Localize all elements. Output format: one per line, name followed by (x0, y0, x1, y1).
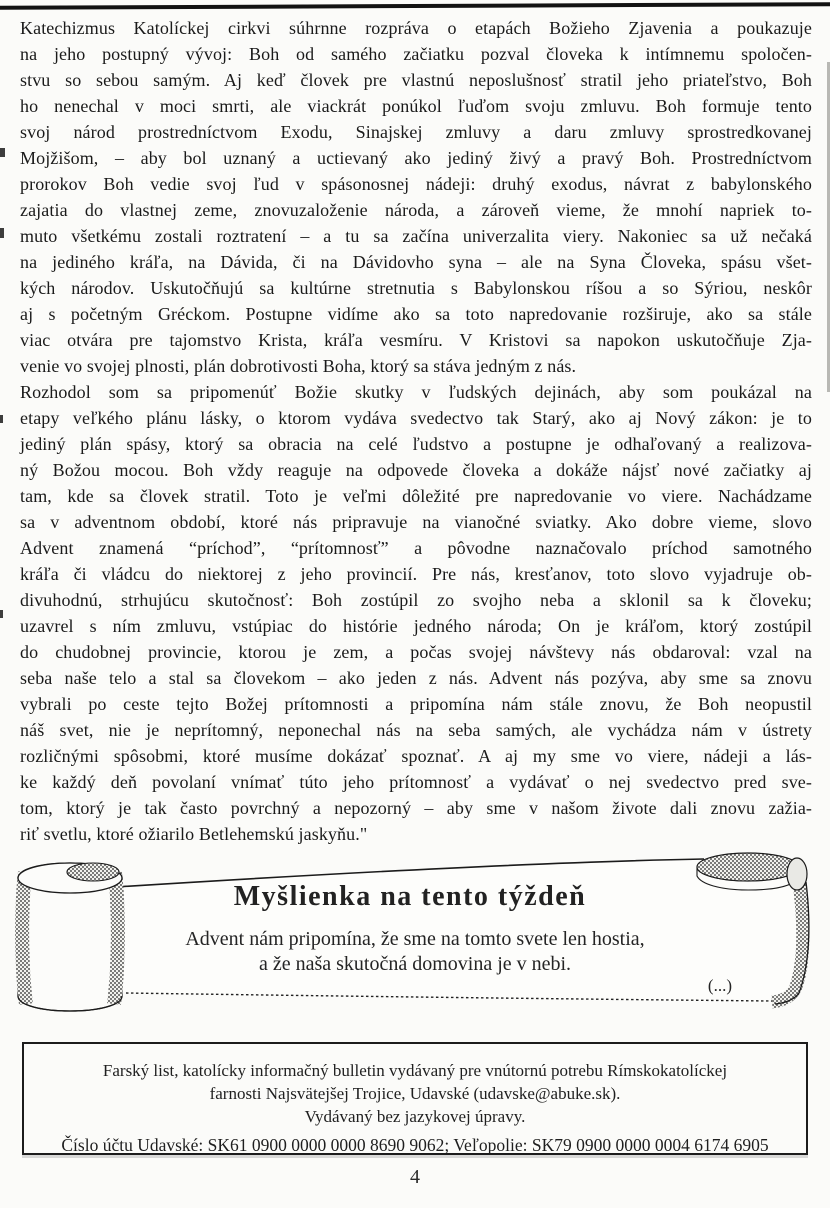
banner-title: Myšlienka na tento týždeň (233, 881, 587, 912)
paragraph-catechism (20, 15, 812, 379)
scan-artifact (0, 148, 5, 157)
text-line: rozličnými spôsobmi, ktoré musíme dokázať spoznať. A aj my sme vo viere, nádeji a lás- (20, 746, 812, 766)
text-line: na jeho postupný vývoj: Boh od samého začiatku pozval človeka k intímnemu spoločen- (20, 44, 812, 64)
scan-top-edge-line (0, 2, 830, 10)
imprint-line-2: farnosti Najsvätejšej Trojice, Udavské (udavske@abuke.sk). (209, 1084, 621, 1103)
text-line: riť svetlu, ktoré ožiarilo Betlehemskú jaskyňu." (20, 824, 368, 844)
text-line: uzavrel s ním zmluvu, vstúpiac do histórie jedného národa; On je kráľom, ktorý zostúpil (20, 616, 812, 636)
text-line: viac otvára pre tajomstvo Krista, kráľa vesmíru. V Kristovi sa napokon uskutočňuje Zja- (20, 330, 812, 350)
text-line: ho nenechal v moci smrti, ale viackrát ponúkol ľuďom svoju zmluvu. Boh formuje tento (20, 96, 812, 116)
text-line: náš svet, nie je neprítomný, neponechal nás na seba samých, ale vychádza nám v ústrety (20, 720, 812, 740)
scan-artifact (0, 415, 3, 423)
text-line: Mojžišom, – aby bol uznaný a uctievaný ako jediný živý a pravý Boh. Prostredníctvom (20, 148, 812, 168)
article-text (20, 15, 812, 847)
text-line: seba naše telo a stal sa človekom – ako jeden z nás. Advent nás pozýva, aby sme sa znovu (20, 668, 812, 688)
text-line: Advent znamená “príchod”, “prítomnosť” a pôvodne naznačovalo príchod samotného (20, 538, 812, 558)
text-line: jediný plán spásy, ktorý sa obracia na celé ľudstvo a postupne je odhaľovaný a realizova- (20, 434, 812, 454)
text-line: venie vo svojej plnosti, plán dobrotivosti Boha, ktorý sa stáva jedným z nás. (20, 356, 577, 376)
text-line: vybrali po ceste tejto Božej prítomnosti a pripomína nám stále znovu, že Boh neopustil (20, 694, 812, 714)
text-line: svoj národ prostredníctvom Exodu, Sinajskej zmluvy a daru zmluvy sprostredkovanej (20, 122, 812, 142)
banner-quote-line2: a že naša skutočná domovina je v nebi. (258, 953, 572, 975)
text-line: etapy veľkého plánu lásky, o ktorom vydáva svedectvo tak Starý, ako aj Nový zákon: je to (20, 408, 812, 428)
text-line: ný Božou mocou. Boh vždy reaguje na odpovede človeka a dokáže nájsť nové začiatky aj (20, 460, 812, 480)
imprint-account-numbers: Číslo účtu Udavské: SK61 0900 0000 0000 8690 9062; Veľopolie: SK79 0900 0000 0004 6174 6905 (61, 1135, 769, 1155)
text-line: na jediného kráľa, na Dávida, či na Dávidovho syna – ale na Syna Človeka, spásu všet- (20, 252, 812, 272)
imprint-line-3: Vydávaný bez jazykovej úpravy. (304, 1107, 526, 1126)
text-line: tam, kde sa človek stratil. Toto je veľmi dôležité pre napredovanie vo viere. Nachádzame (20, 486, 812, 506)
scan-artifact (0, 228, 4, 238)
text-line: ke každý deň povolaní vnímať túto jeho prítomnosť a vydávať o nej svedectvo pred sve- (20, 772, 812, 792)
text-line: kráľa či vládcu do niektorej z jeho provincií. Pre nás, kresťanov, toto slovo vyjadruje ob- (20, 564, 812, 584)
imprint-line-1: Farský list, katolícky informačný bulletin vydávaný pre vnútornú potrebu Rímskokatolíckej (102, 1061, 728, 1080)
text-line: prorokov Boh vedie svoj ľud v spásonosnej nádeji: druhý exodus, návrat z babylonského (20, 174, 812, 194)
text-line: tom, ktorý je tak často povrchný a nepozorný – aby sme v našom živote dali znovu zažia- (20, 798, 812, 818)
text-line: kých národov. Uskutočňujú sa kultúrne stretnutia s Babylonskou ríšou a so Sýriou, neskôr (20, 278, 812, 298)
text-line: stvu so sebou samým. Aj keď človek pre vlastnú neposlušnosť stratil jeho priateľstvo, Boh (20, 70, 812, 90)
banner-quote-line1: Advent nám pripomína, že sme na tomto svete len hostia, (185, 928, 645, 950)
text-line: muto všetkému zostali roztratení – a tu sa začína univerzalita viery. Nakoniec sa už nečaká (20, 226, 812, 246)
text-line: Rozhodol som sa pripomenúť Božie skutky v ľudských dejinách, aby som poukázal na (20, 382, 812, 402)
page-number: 4 (410, 1166, 420, 1188)
imprint-box (22, 1042, 808, 1155)
banner-ellipsis: (...) (707, 976, 732, 995)
paragraph-advent (20, 379, 812, 847)
text-line: zajatia do vlastnej zeme, znovuzaloženie národa, a zároveň vieme, že mnohí napriek to- (20, 200, 812, 220)
text-line: do chudobnej provincie, ktorou je zem, a počas svojej návštevy nás obdaroval: vzal na (20, 642, 812, 662)
text-line: divuhodnú, strhujúcu skutočnosť: Boh zostúpil zo svojho neba a sklonil sa k človeku; (20, 590, 812, 610)
thought-scroll-banner (0, 848, 830, 1030)
text-line: aj s početným Gréckom. Postupne vidíme ako sa toto napredovanie rozširuje, ako sa stále (20, 304, 812, 324)
scan-artifact (0, 610, 3, 618)
text-line: Katechizmus Katolíckej cirkvi súhrnne rozpráva o etapách Božieho Zjavenia a poukazuje (20, 18, 812, 38)
text-line: sa v adventnom období, ktoré nás pripravuje na vianočné sviatky. Ako dobre vieme, slovo (20, 512, 812, 532)
